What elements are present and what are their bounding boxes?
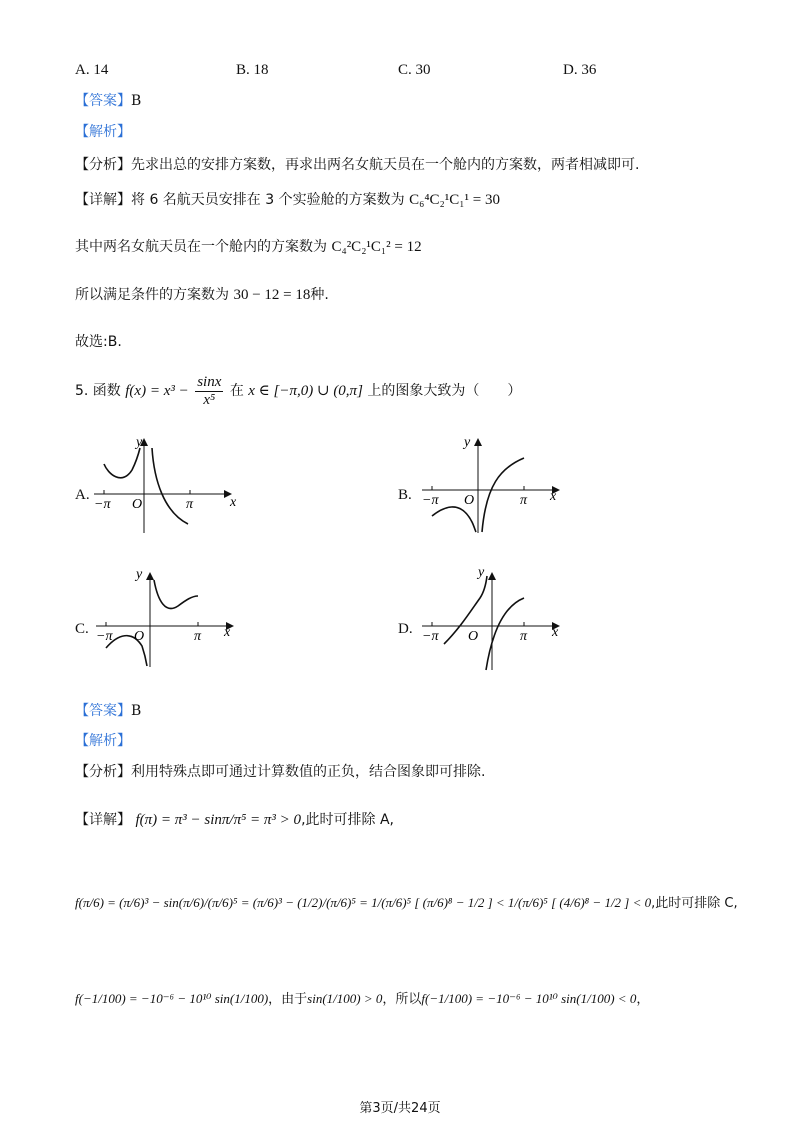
calc-2-formula: f(π/6) = (π/6)³ − sin(π/6)/(π/6)⁵ = (π/6)³ − (1/2)/(π/6)⁵ = 1/(π/6)⁵ [ (π/6)⁸ − 1/2 ] < 1/(π/6)⁵ [ (4/6)⁸ − 1/2 ] < 0 [75,895,652,910]
q4-detail-2: 其中两名女航天员在一个舱内的方案数为 C₄²C₂¹C₁² = 12 [75,239,422,255]
origin-label: O [134,629,145,644]
neg-pi-label: −π [96,629,113,644]
q5-analysis-tag: 【解析】 [75,733,131,749]
graph-d [420,562,570,676]
graph-a [92,428,242,542]
formula-1: C₆⁴C₂¹C₁¹ = 30 [409,192,500,208]
q5-function: f(x) = x³ − [125,383,189,399]
q4-detail-3: 所以满足条件的方案数为 30 − 12 = 18种. [75,287,329,303]
neg-pi-label: −π [422,629,439,644]
graph-a-svg [92,428,242,538]
origin-label: O [468,629,479,644]
q5-stem: 5. 函数 f(x) = x³ − $\frac{\sin x}{\text{x⁵}}$ 在 x ∈ [−π,0) ∪ (0,π] 上的图象大致为（ ） [75,373,522,408]
origin-label: O [464,493,475,508]
graph-d-label: D. [398,621,413,637]
calc-3-formula-c: f(−1/100) = −10⁻⁶ − 10¹⁰ sin(1/100) < 0 [421,991,637,1006]
curve-right [152,448,188,524]
q5-calc-2: f(π/6) = (π/6)³ − sin(π/6)/(π/6)⁵ = (π/6)³ − (1/2)/(π/6)⁵ = 1/(π/6)⁵ [ (π/6)⁸ − 1/2 ] < 1/(π/6)⁵ [ (4/6)⁸ − 1/2 ] < 0,此时可排除 C, [75,895,738,911]
pi-label: π [186,497,194,512]
q5-fraction: $\frac{\sin x}{\text{x⁵}}$ [197,373,222,408]
y-arrow [146,572,154,580]
calc-3-formula-a: f(−1/100) = −10⁻⁶ − 10¹⁰ sin(1/100) [75,991,269,1006]
q4-answer [75,91,141,111]
neg-pi-label: −π [94,497,111,512]
option-d: D. 36 [563,62,597,78]
y-label: y [136,567,143,582]
option-b: B. 18 [236,62,269,78]
pi-label: π [520,629,528,644]
graph-a-label: A. [75,487,90,503]
q5-calc-1: 【详解】 f(π) = π³ − sinπ/π⁵ = π³ > 0,此时可排除 A, [75,812,394,828]
option-a: A. 14 [75,62,109,78]
graph-b [420,428,570,542]
x-label: x [550,489,557,504]
q5-fenxi: 【分析】利用特殊点即可通过计算数值的正负，结合图象即可排除. [75,764,486,780]
graph-c [94,562,244,676]
origin-label: O [132,497,143,512]
graph-c-svg [94,562,244,672]
y-arrow [474,438,482,446]
answer-tag: 【答案】 [75,703,131,719]
answer-value: B [131,703,142,719]
answer-value: B [131,93,142,109]
calc-1-formula: f(π) = π³ − sinπ/π⁵ = π³ > 0 [135,812,302,828]
x-label: x [552,625,559,640]
curve-left [432,507,476,532]
y-label: y [136,435,143,450]
answer-tag: 【答案】 [75,93,131,109]
curve-left [444,576,487,644]
graph-b-svg [420,428,570,538]
curve-right [482,458,524,532]
y-label: y [478,565,485,580]
neg-pi-label: −π [422,493,439,508]
calc-3-formula-b: sin(1/100) > 0 [307,991,383,1006]
curve-right [154,580,198,608]
option-c: C. 30 [398,62,431,78]
formula-2: C₄²C₂¹C₁² = 12 [331,239,422,255]
pi-label: π [520,493,528,508]
q4-conclusion: 故选:B. [75,334,122,350]
q4-detail-1: 【详解】将 6 名航天员安排在 3 个实验舱的方案数为 C₆⁴C₂¹C₁¹ = 30 [75,192,500,208]
q5-calc-3: f(−1/100) = −10⁻⁶ − 10¹⁰ sin(1/100)，由于sin(1/100) > 0，所以f(−1/100) = −10⁻⁶ − 10¹⁰ sin(1/100) < 0， [75,991,650,1007]
x-label: x [230,495,237,510]
graph-d-svg [420,562,570,672]
formula-3: 30 − 12 = 18 [233,287,311,303]
curve-left [104,448,140,478]
pi-label: π [194,629,202,644]
x-label: x [224,625,231,640]
graph-c-label: C. [75,621,89,637]
q4-fenxi: 【分析】先求出总的安排方案数，再求出两名女航天员在一个舱内的方案数，两者相减即可. [75,157,640,173]
page-footer: 第3页/共24页 [359,1101,441,1116]
graph-b-label: B. [398,487,412,503]
y-label: y [464,435,471,450]
q5-domain: x ∈ [−π,0) ∪ (0,π] [248,383,363,399]
q4-analysis-tag: 【解析】 [75,124,131,140]
y-arrow [488,572,496,580]
q5-answer [75,701,141,721]
